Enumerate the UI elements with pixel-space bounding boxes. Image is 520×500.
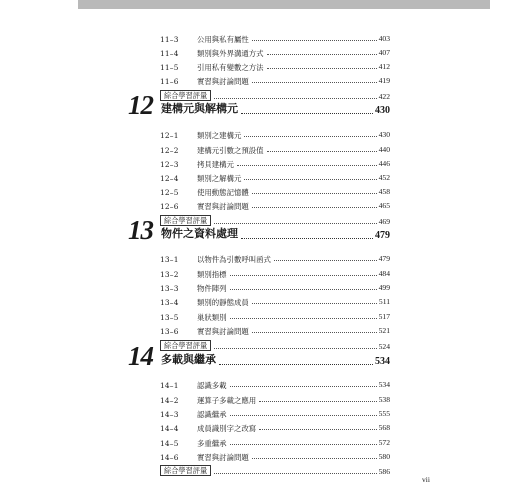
toc-entry[interactable] [160, 126, 390, 139]
chapter-page: 479 [375, 230, 390, 241]
review-label-box: 綜合學習評量 [160, 340, 211, 351]
entry-title: 多重繼承 [197, 438, 227, 448]
chapter-page: 534 [375, 356, 390, 367]
toc-entry[interactable] [160, 265, 390, 278]
entry-page: 534 [378, 380, 390, 390]
top-bar [78, 0, 490, 9]
entry-number: 14–2 [160, 395, 179, 405]
dot-leader [252, 82, 377, 83]
toc-entry[interactable] [160, 419, 390, 432]
entry-page: 430 [378, 130, 390, 140]
dot-leader [252, 207, 377, 208]
toc-entry[interactable] [160, 434, 390, 447]
entry-page: 572 [378, 438, 390, 448]
entry-page: 511 [378, 297, 390, 307]
entry-number: 11–6 [160, 76, 179, 86]
dot-leader [241, 113, 373, 114]
entry-number: 13–6 [160, 326, 179, 336]
review-label-box: 綜合學習評量 [160, 215, 211, 226]
entry-title: 引用私有變數之方法 [197, 62, 264, 72]
dot-leader [267, 68, 377, 69]
chapter-number: 13 [128, 215, 153, 245]
toc-entry[interactable] [160, 308, 390, 321]
toc-entry[interactable] [160, 169, 390, 182]
dot-leader [252, 458, 377, 459]
entry-page: 555 [378, 409, 390, 419]
dot-leader [274, 260, 377, 261]
entry-page: 403 [378, 34, 390, 44]
toc-entry[interactable] [160, 293, 390, 306]
dot-leader [230, 318, 377, 319]
entry-number: 12–2 [160, 145, 179, 155]
entry-page: 517 [378, 312, 390, 322]
entry-number: 13–2 [160, 269, 179, 279]
entry-page: 412 [378, 62, 390, 72]
entry-title: 使用動態記憶體 [197, 187, 249, 197]
entry-number: 14–3 [160, 409, 179, 419]
entry-page: 419 [378, 76, 390, 86]
entry-title: 實習與討論問題 [197, 76, 249, 86]
dot-leader [244, 136, 376, 137]
toc-entry[interactable] [160, 155, 390, 168]
page-number: vii [422, 475, 430, 484]
entry-title: 類別與外界溝通方式 [197, 48, 264, 58]
dot-leader [267, 151, 377, 152]
dot-leader [252, 40, 377, 41]
entry-title: 認識多載 [197, 380, 227, 390]
dot-leader [267, 54, 377, 55]
dot-leader [252, 193, 377, 194]
entry-title: 建構元引數之預設值 [197, 145, 264, 155]
entry-title: 成員識別字之改寫 [197, 423, 257, 433]
review-entry[interactable] [160, 463, 390, 476]
toc-entry[interactable] [160, 197, 390, 210]
entry-page: 479 [378, 254, 390, 264]
dot-leader [230, 444, 377, 445]
entry-title: 巢狀類別 [197, 312, 227, 322]
toc-entry[interactable] [160, 391, 390, 404]
chapter-heading[interactable] [128, 341, 390, 371]
review-page: 524 [378, 342, 390, 351]
toc-entry[interactable] [160, 44, 390, 57]
toc-entry[interactable] [160, 30, 390, 43]
entry-number: 12–3 [160, 159, 179, 169]
dot-leader [241, 238, 373, 239]
entry-title: 實習與討論問題 [197, 452, 249, 462]
entry-title: 運算子多載之應用 [197, 395, 257, 405]
entry-number: 11–5 [160, 62, 179, 72]
dot-leader [230, 415, 377, 416]
entry-title: 類別之建構元 [197, 130, 242, 140]
entry-number: 12–4 [160, 173, 179, 183]
entry-page: 538 [378, 395, 390, 405]
entry-number: 13–5 [160, 312, 179, 322]
entry-title: 實習與討論問題 [197, 326, 249, 336]
chapter-title: 建構元與解構元 [161, 102, 238, 115]
entry-title: 以物件為引數呼叫函式 [197, 254, 271, 264]
entry-page: 521 [378, 326, 390, 336]
dot-leader [219, 364, 373, 365]
chapter-title: 物件之資料處理 [161, 227, 238, 240]
dot-leader [237, 165, 377, 166]
entry-number: 11–4 [160, 48, 179, 58]
chapter-number: 14 [128, 341, 153, 371]
entry-number: 13–3 [160, 283, 179, 293]
toc-entry[interactable] [160, 72, 390, 85]
entry-number: 12–1 [160, 130, 179, 140]
entry-page: 568 [378, 423, 390, 433]
entry-title: 公用與私有屬性 [197, 34, 249, 44]
entry-page: 446 [378, 159, 390, 169]
entry-page: 407 [378, 48, 390, 58]
entry-number: 11–3 [160, 34, 179, 44]
entry-title: 類別之解構元 [197, 173, 242, 183]
entry-title: 實習與討論問題 [197, 201, 249, 211]
toc-entry[interactable] [160, 448, 390, 461]
entry-page: 465 [378, 201, 390, 211]
entry-page: 580 [378, 452, 390, 462]
entry-number: 14–5 [160, 438, 179, 448]
toc-entry[interactable] [160, 141, 390, 154]
chapter-title: 多載與繼承 [161, 353, 216, 366]
toc-entry[interactable] [160, 183, 390, 196]
review-label-box: 綜合學習評量 [160, 90, 211, 101]
dot-leader [214, 473, 376, 474]
entry-number: 14–1 [160, 380, 179, 390]
entry-title: 物件陣列 [197, 283, 227, 293]
entry-page: 458 [378, 187, 390, 197]
entry-number: 12–5 [160, 187, 179, 197]
toc-entry[interactable] [160, 405, 390, 418]
toc-entry[interactable] [160, 58, 390, 71]
entry-page: 440 [378, 145, 390, 155]
entry-number: 13–1 [160, 254, 179, 264]
review-page: 469 [378, 217, 390, 226]
toc-entry[interactable] [160, 279, 390, 292]
chapter-number: 12 [128, 90, 153, 120]
entry-title: 類別的靜態成員 [197, 297, 249, 307]
dot-leader [259, 401, 376, 402]
toc-entry[interactable] [160, 322, 390, 335]
dot-leader [230, 386, 377, 387]
entry-number: 14–6 [160, 452, 179, 462]
entry-page: 499 [378, 283, 390, 293]
dot-leader [252, 303, 377, 304]
review-page: 422 [378, 92, 390, 101]
dot-leader [230, 289, 377, 290]
toc-entry[interactable] [160, 376, 390, 389]
chapter-page: 430 [375, 105, 390, 116]
dot-leader [252, 332, 377, 333]
entry-title: 類別指標 [197, 269, 227, 279]
chapter-heading[interactable] [128, 215, 390, 245]
dot-leader [244, 179, 376, 180]
entry-number: 13–4 [160, 297, 179, 307]
entry-title: 認識繼承 [197, 409, 227, 419]
entry-page: 452 [378, 173, 390, 183]
review-label-box: 綜合學習評量 [160, 465, 211, 476]
entry-number: 12–6 [160, 201, 179, 211]
entry-title: 拷貝建構元 [197, 159, 234, 169]
entry-page: 484 [378, 269, 390, 279]
toc-entry[interactable] [160, 250, 390, 263]
dot-leader [230, 275, 377, 276]
dot-leader [259, 429, 376, 430]
review-page: 586 [378, 467, 390, 476]
entry-number: 14–4 [160, 423, 179, 433]
chapter-heading[interactable] [128, 90, 390, 120]
